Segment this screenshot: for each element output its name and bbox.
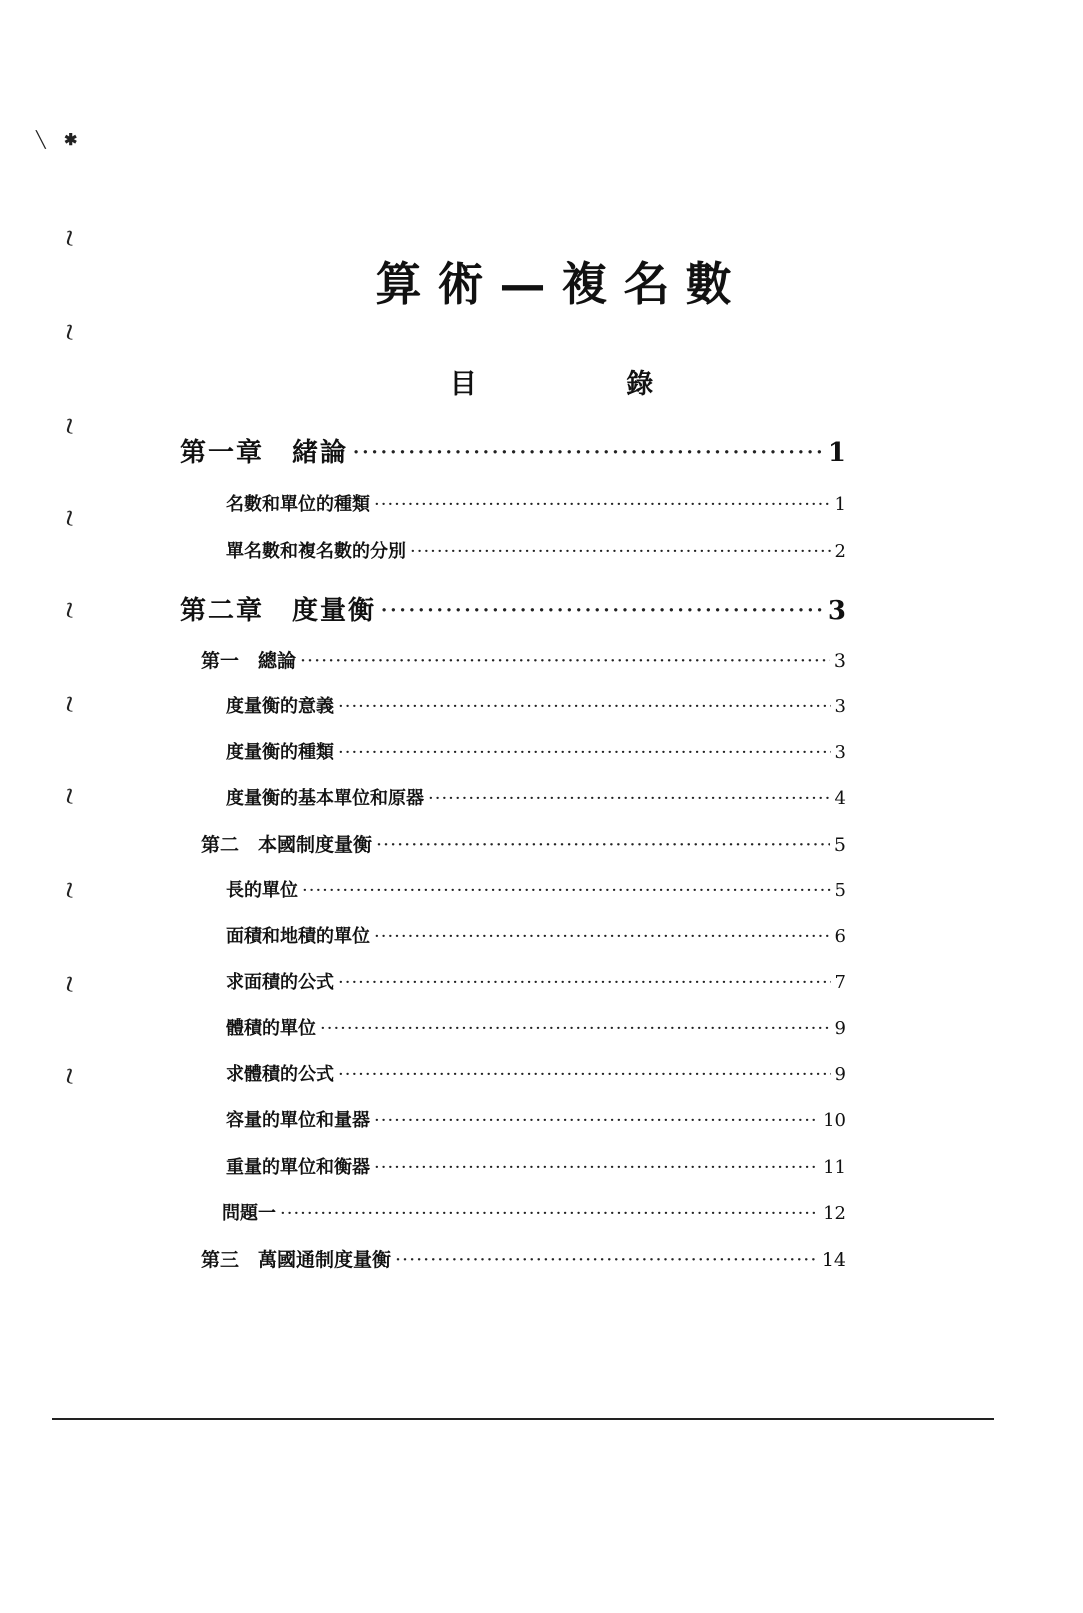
- dot-leader: [302, 880, 831, 901]
- toc-entry[interactable]: [226, 738, 846, 764]
- toc-entry-label: 面積和地積的單位: [226, 926, 370, 947]
- toc-entry[interactable]: [226, 1106, 846, 1132]
- toc-page-number: 2: [834, 541, 846, 562]
- toc-page-number: 9: [834, 1018, 846, 1039]
- toc-entry-label: 容量的單位和量器: [226, 1110, 370, 1131]
- binding-mark: ⟅: [66, 508, 74, 527]
- toc-entry-label: 長的單位: [226, 880, 298, 901]
- toc-entry[interactable]: [226, 922, 846, 948]
- binding-mark: ⟅: [66, 322, 74, 341]
- dot-leader: [374, 494, 831, 515]
- toc-entry[interactable]: [226, 1014, 846, 1040]
- toc-entry-label: 度量衡的種類: [226, 742, 334, 763]
- binding-mark: ⟅: [66, 974, 74, 993]
- bottom-rule: [52, 1418, 994, 1420]
- binding-mark: ⟅: [66, 228, 74, 247]
- toc-entry-label: 第一章 緒論: [180, 438, 349, 468]
- binding-mark: ⟅: [66, 694, 74, 713]
- toc-entry-label: 求體積的公式: [226, 1064, 334, 1085]
- dot-leader: [395, 1249, 818, 1271]
- toc-entry-label: 問題一: [222, 1203, 276, 1224]
- toc-entry[interactable]: [226, 784, 846, 810]
- dot-leader: [280, 1203, 819, 1224]
- toc-entry[interactable]: [226, 692, 846, 718]
- dot-leader: [338, 742, 831, 763]
- toc-entry-section[interactable]: [201, 1245, 846, 1272]
- binding-mark: ╲: [36, 130, 46, 149]
- toc-page-number: 10: [823, 1110, 846, 1131]
- toc-entry-label: 度量衡的意義: [226, 696, 334, 717]
- toc-page-number: 4: [834, 788, 846, 809]
- toc-entry-section[interactable]: [201, 646, 846, 673]
- binding-mark: ⟅: [66, 600, 74, 619]
- toc-entry[interactable]: [226, 968, 846, 994]
- toc-entry-label: 重量的單位和衡器: [226, 1157, 370, 1178]
- dot-leader: [338, 972, 831, 993]
- toc-heading: 目 錄: [449, 369, 724, 400]
- dot-leader: [338, 1064, 831, 1085]
- page-title: 算術—複名數: [375, 257, 748, 311]
- toc-entry[interactable]: [226, 1153, 846, 1179]
- toc-page-number: 9: [834, 1064, 846, 1085]
- toc-page-number: 1: [827, 438, 846, 468]
- toc-page-number: 12: [823, 1203, 846, 1224]
- binding-mark: ⟅: [66, 786, 74, 805]
- toc-page-number: 11: [823, 1157, 846, 1178]
- toc-page-number: 14: [821, 1249, 846, 1271]
- toc-entry-label: 名數和單位的種類: [226, 494, 370, 515]
- dot-leader: [338, 696, 831, 717]
- toc-entry[interactable]: [226, 490, 846, 516]
- toc-page-number: 6: [834, 926, 846, 947]
- toc-page-number: 3: [833, 650, 846, 672]
- dot-leader: [374, 1157, 819, 1178]
- toc-entry[interactable]: [226, 876, 846, 902]
- toc-page-number: 1: [834, 494, 846, 515]
- toc-entry-label: 第一 總論: [201, 650, 297, 672]
- toc-entry-label: 第三 萬國通制度量衡: [201, 1249, 392, 1271]
- dot-leader: [380, 596, 824, 626]
- toc-entry-label: 度量衡的基本單位和原器: [226, 788, 424, 809]
- binding-mark: ⟅: [66, 1066, 74, 1085]
- dot-leader: [374, 1110, 819, 1131]
- toc-entry-label: 第二 本國制度量衡: [201, 834, 373, 856]
- toc-entry[interactable]: [222, 1199, 846, 1225]
- dot-leader: [428, 788, 831, 809]
- toc-entry-label: 求面積的公式: [226, 972, 334, 993]
- toc-page-number: 7: [834, 972, 846, 993]
- toc-page-number: 3: [834, 696, 846, 717]
- toc-entry[interactable]: [226, 1060, 846, 1086]
- toc-page-number: 3: [834, 742, 846, 763]
- toc-entry[interactable]: [226, 537, 846, 563]
- dot-leader: [410, 541, 831, 562]
- binding-mark: ✱: [64, 130, 78, 149]
- toc-entry-section[interactable]: [201, 830, 846, 857]
- toc-page-number: 3: [827, 596, 846, 626]
- toc-entry-label: 單名數和複名數的分別: [226, 541, 406, 562]
- dot-leader: [374, 926, 831, 947]
- dot-leader: [300, 650, 830, 672]
- toc-entry-chapter[interactable]: [180, 432, 846, 469]
- binding-mark: ⟅: [66, 880, 74, 899]
- toc-entry-chapter[interactable]: [180, 590, 846, 627]
- toc-entry-label: 體積的單位: [226, 1018, 316, 1039]
- binding-mark: ⟅: [66, 416, 74, 435]
- toc-page-number: 5: [834, 880, 846, 901]
- dot-leader: [320, 1018, 831, 1039]
- toc-entry-label: 第二章 度量衡: [180, 596, 377, 626]
- dot-leader: [376, 834, 830, 856]
- dot-leader: [352, 438, 824, 468]
- toc-page-number: 5: [833, 834, 846, 856]
